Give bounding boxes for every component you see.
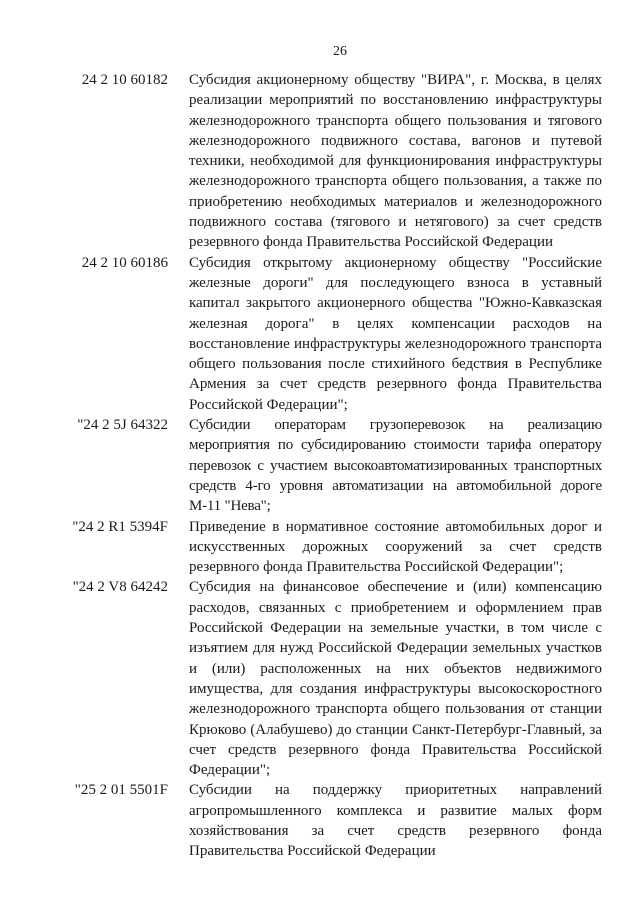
budget-code: "24 2 5J 64322 [77, 417, 168, 434]
entry-description: Субсидия акционерному обществу "ВИРА", г. Москва, в целях реализации мероприятий по восстановлению инфраструктуры железнодорожного транспорта общего пользования и тягового железнодорожного подвижного состава, вагонов и путевой техники, необходимой для функционирования инфраструктуры железнодорожного транспорта общего пользования, а также по приобретению необходимых материалов и железнодорожного подвижного состава (тягового и нетягового) за счет средств резервного фонда Правительства Российской Федерации [189, 72, 602, 251]
entry-description: Субсидия на финансовое обеспечение и (или) компенсацию расходов, связанных с приобретением и оформлением прав Российской Федерации на земельные участки, в том числе с изъятием для нужд Российской Федерации земельных участков и (или) расположенных на них объектов недвижимого имущества, для создания инфраструктуры высокоскоростного железнодорожного транспорта общего пользования от станции Крюково (Алабушево) до станции Санкт-Петербург-Главный, за счет средств резервного фонда Правительства Российской Федерации"; [189, 579, 602, 779]
list-item [0, 780, 640, 861]
list-item [0, 253, 640, 415]
entry-description: Приведение в нормативное состояние автомобильных дорог и искусственных дорожных сооружений за счет средств резервного фонда Правительства Российской Федерации"; [189, 518, 602, 576]
budget-code: "24 2 V8 64242 [72, 579, 168, 596]
entry-description: Субсидия открытому акционерному обществу "Российские железные дороги" для последующего взноса в уставный капитал закрытого акционерного общества "Южно-Кавказская железная дорога" в целях компенсации расходов на восстановление инфраструктуры железнодорожного транспорта общего пользования после стихийного бедствия в Республике Армения за счет средств резервного фонда Правительства Российской Федерации"; [189, 254, 602, 413]
budget-code-list [0, 70, 640, 862]
entry-description: Субсидии операторам грузоперевозок на реализацию мероприятия по субсидированию стоимости тарифа оператору перевозок с участием высокоавтоматизированных транспортных средств 4-го уровня автоматизации на автомобильной дороге М-11 "Нева"; [189, 417, 602, 515]
entry-description: Субсидии на поддержку приоритетных направлений агропромышленного комплекса и развитие малых форм хозяйствования за счет средств резервного фонда Правительства Российской Федерации [189, 782, 602, 860]
budget-code: 24 2 10 60186 [81, 254, 168, 271]
budget-code: 24 2 10 60182 [81, 72, 168, 88]
list-item [0, 70, 640, 253]
page-number: 26 [333, 44, 347, 59]
list-item [0, 577, 640, 780]
list-item [0, 517, 640, 578]
budget-code: "25 2 01 5501F [74, 782, 168, 799]
list-item [0, 415, 640, 516]
budget-code: "24 2 R1 5394F [72, 518, 168, 535]
